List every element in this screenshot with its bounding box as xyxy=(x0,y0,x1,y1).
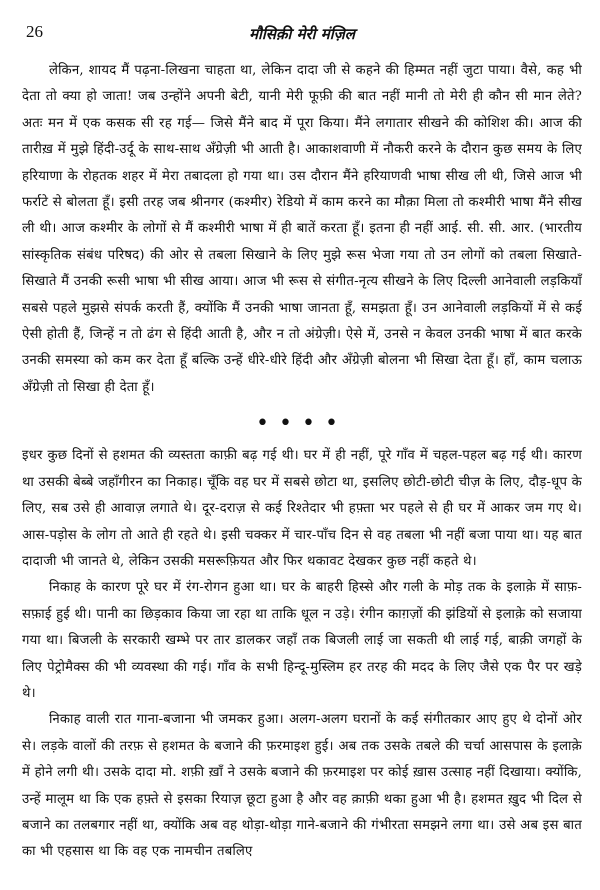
page-header xyxy=(22,0,582,48)
paragraph-1: लेकिन, शायद मैं पढ़ना-लिखना चाहता था, लेकिन दादा जी से कहने की हिम्मत नहीं जुटा पाया। वैसे, कह भी देता तो क्या हो जाता! जब उन्होंने अपनी बेटी, यानी मेरी फूफ़ी की बात नहीं मानी तो मेरी ही कौन सी मान लेते? अतः मन में एक कसक सी रह गई— जिसे मैंने बाद में पूरा किया। मैंने लगातार सीखने की कोशिश की। आज की तारीख़ में मुझे हिंदी-उर्दू के साथ-साथ अँग्रेज़ी भी आती है। आकाशवाणी में नौकरी करने के दौरान कुछ समय के लिए हरियाणा के रोहतक शहर में मेरा तबादला हो गया था। उस दौरान मैंने हरियाणवी भाषा सीख ली थी, जिसे आज भी फर्राटे से बोलता हूँ। इसी तरह जब श्रीनगर (कश्मीर) रेडियो में काम करने का मौक़ा मिला तो कश्मीरी भाषा मैंने सीख ली थी। आज कश्मीर के लोगों से मैं कश्मीरी भाषा में ही बातें करता हूँ। इतना ही नहीं आई. सी. सी. आर. (भारतीय सांस्कृतिक संबंध परिषद) की ओर से तबला सिखाने के लिए मुझे रूस भेजा गया तो उन लोगों को तबला सिखाते-सिखाते मैं उनकी रूसी भाषा भी सीख आया। आज भी रूस से संगीत-नृत्य सीखने के लिए दिल्ली आनेवाली लड़कियाँ सबसे पहले मुझसे संपर्क करती हैं, क्योंकि मैं उनकी भाषा जानता हूँ, समझता हूँ। उन आनेवाली लड़कियों में से कई ऐसी होती हैं, जिन्हें न तो ढंग से हिंदी आती है, और न तो अंग्रेज़ी। ऐसे में, उनसे न केवल उनकी भाषा में बात करके उनकी समस्या को कम कर देता हूँ बल्कि उन्हें धीरे-धीरे हिंदी और अँग्रेज़ी बोलना भी सिखा देता हूँ। हाँ, काम चलाऊ अँग्रेज़ी तो सिखा ही देता हूँ। xyxy=(22,63,582,395)
paragraph-2: इधर कुछ दिनों से हशमत की व्यस्तता काफ़ी बढ़ गई थी। घर में ही नहीं, पूरे गाँव में चहल-पहल बढ़ गई थी। कारण था उसकी बेब्बे जहाँगीरन का निकाह। चूँकि वह घर में सबसे छोटा था, इसलिए छोटी-छोटी चीज़ के लिए, दौड़-धूप के लिए, सब उसे ही आवाज़ लगाते थे। दूर-दराज़ से कई रिश्तेदार भी हफ़्ता भर पहले से ही घर में आकर जम गए थे। आस-पड़ोस के लोग तो आते ही रहते थे। इसी चक्कर में चार-पाँच दिन से वह तबला भी नहीं बजा पाया था। यह बात दादाजी भी जानते थे, लेकिन उसकी मसरूफ़ियत और फिर थकावट देखकर कुछ नहीं कहते थे। xyxy=(22,448,582,569)
running-title: मौसिक़ी मेरी मंज़िल xyxy=(249,25,355,43)
page-number: 26 xyxy=(26,22,43,41)
section-separator: •••• xyxy=(256,411,348,437)
paragraph-4: निकाह वाली रात गाना-बजाना भी जमकर हुआ। अलग-अलग घरानों के कई संगीतकार आए हुए थे दोनों ओर से। लड़के वालों की तरफ़ से हशमत के बजाने की फ़रमाइश हुई। अब तक उसके तबले की चर्चा आसपास के इलाक़े में होने लगी थी। उसके दादा मो. शफ़ी ख़ाँ ने उसके बजाने की फ़रमाइश पर कोई ख़ास उत्साह नहीं दिखाया। क्योंकि, उन्हें मालूम था कि एक हफ़्ते से इसका रियाज़ छूटा हुआ है और वह क़ाफ़ी थका हुआ भी है। हशमत ख़ुद भी दिल से बजाने का तलबगार नहीं था, क्योंकि अब वह थोड़ा-थोड़ा गाने-बजाने की गंभीरता समझने लगा था। उसे अब इस बात का भी एहसास था कि वह एक नामचीन तबलिए xyxy=(22,712,582,860)
paragraph-3: निकाह के कारण पूरे घर में रंग-रोगन हुआ था। घर के बाहरी हिस्से और गली के मोड़ तक के इलाक़े में साफ़-सफ़ाई हुई थी। पानी का छिड़काव किया जा रहा था ताकि धूल न उड़े। रंगीन काग़ज़ों की झंडियों से इलाक़े को सजाया गया था। बिजली के सरकारी खम्भे पर तार डालकर जहाँ तक बिजली लाई जा सकती थी लाई गई, बाक़ी जगहों के लिए पेट्रोमैक्स की भी व्यवस्था की गई। गाँव के सभी हिन्दू-मुस्लिम हर तरह की मदद के लिए जैसे एक पैर पर खड़े थे। xyxy=(22,580,582,701)
